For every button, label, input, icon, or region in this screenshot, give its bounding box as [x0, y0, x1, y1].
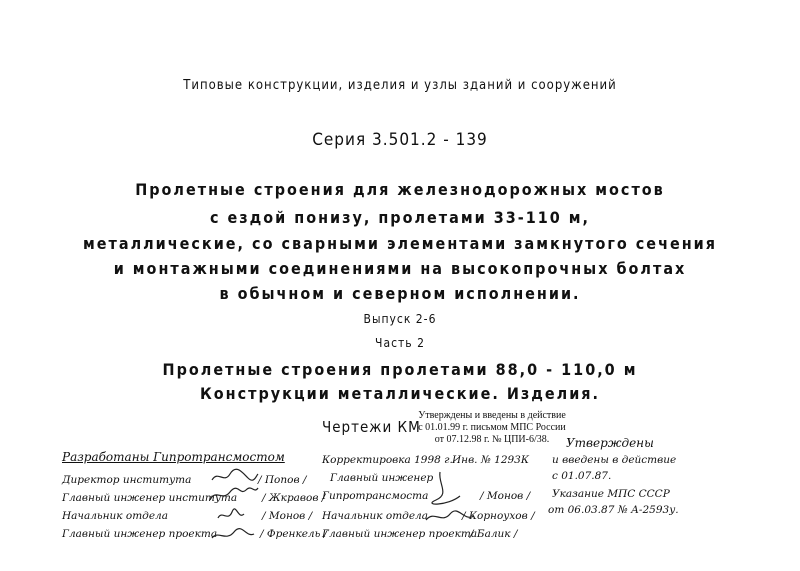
subtitle-line-2: Конструкции металлические. Изделия.: [200, 384, 600, 403]
signature-scribbles-left: [208, 466, 260, 550]
approved-line-2: и введены в действие: [552, 454, 677, 466]
approval-line-1: Утверждены и введены в действие: [418, 410, 566, 421]
approval-line-2: с 01.01.99 г. письмом МПС России: [418, 422, 566, 433]
role-project-engineer: Главный инженер проекта: [62, 528, 218, 540]
role-chief-engineer: Главный инженер института: [62, 492, 238, 504]
developer-label: Разработаны Гипротрансмостом: [62, 450, 285, 464]
correction-year: Корректировка 1998 г.: [322, 454, 453, 466]
signature-scribbles-middle: [420, 470, 476, 536]
approved-date: с 01.07.87.: [552, 470, 612, 482]
correction-role-3: Главный инженер проекта: [322, 528, 478, 540]
issue-number: Выпуск 2-6: [363, 312, 437, 326]
correction-org: Гипротрансмоста: [322, 490, 429, 502]
name-chief-engineer: / Жкравов /: [262, 492, 326, 504]
inventory-number: Инв. № 1293К: [452, 454, 529, 466]
title-line-2: с ездой понизу, пролетами 33-110 м,: [209, 208, 591, 227]
approved-title: Утверждены: [566, 436, 654, 450]
approval-line-3: от 07.12.98 г. № ЦПИ-6/38.: [434, 434, 550, 445]
role-director: Директор института: [62, 474, 192, 486]
title-line-3: металлические, со сварными элементами замкнутого сечения: [82, 234, 717, 253]
correction-name-1: / Монов /: [480, 490, 531, 502]
correction-role-2: Начальник отдела: [322, 510, 428, 522]
title-line-5: в обычном и северном исполнении.: [219, 284, 581, 303]
title-line-4: и монтажными соединениями на высокопрочных болтах: [113, 259, 687, 278]
part-number: Часть 2: [375, 336, 425, 350]
document-header: Типовые конструкции, изделия и узлы зданий и сооружений: [183, 78, 617, 93]
correction-name-2: / Корноухов /: [462, 510, 535, 522]
role-department-head: Начальник отдела: [62, 510, 168, 522]
approved-directive-number: от 06.03.87 № А-2593у.: [548, 504, 679, 516]
title-line-1: Пролетные строения для железнодорожных мостов: [135, 180, 665, 199]
subtitle-line-1: Пролетные строения пролетами 88,0 - 110,0 м: [162, 360, 638, 379]
name-department-head: / Монов /: [262, 510, 313, 522]
approved-directive: Указание МПС СССР: [552, 488, 670, 500]
drawings-label: Чертежи КМ: [322, 418, 421, 436]
series-number: Серия 3.501.2 - 139: [312, 130, 488, 150]
correction-role-1: Главный инженер: [330, 472, 434, 484]
name-project-engineer: / Френкель /: [260, 528, 328, 540]
correction-name-3: / Балик /: [470, 528, 518, 540]
name-director: / Попов /: [258, 474, 307, 486]
approval-stamp: [412, 410, 572, 446]
